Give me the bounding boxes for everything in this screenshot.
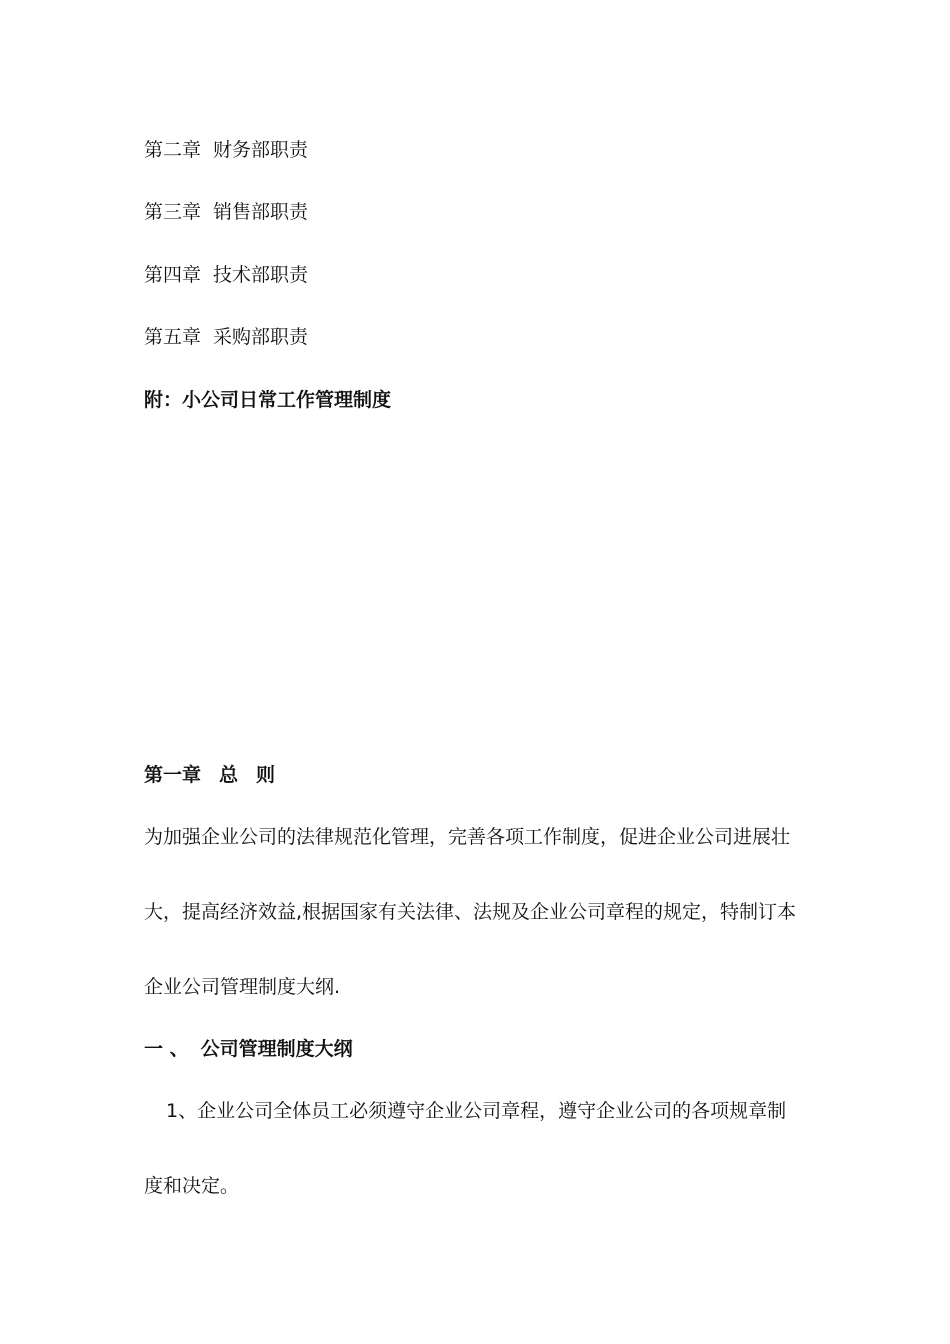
chapter-title-part: 总 bbox=[219, 764, 239, 786]
toc-chapter-number: 第四章 bbox=[144, 264, 202, 286]
section-title: 公司管理制度大纲 bbox=[200, 1038, 353, 1060]
toc-item bbox=[144, 137, 308, 163]
paragraph-line: 企业公司管理制度大纲. bbox=[144, 976, 341, 998]
toc-item bbox=[144, 262, 308, 288]
section-number: 一 、 bbox=[144, 1038, 189, 1060]
chapter-heading bbox=[144, 762, 275, 788]
paragraph-line: 大，提高经济效益,根据国家有关法律、法规及企业公司章程的规定，特制订本 bbox=[144, 901, 797, 923]
paragraph-line: 为加强企业公司的法律规范化管理，完善各项工作制度，促进企业公司进展壮 bbox=[144, 826, 791, 848]
toc-chapter-title: 技术部职责 bbox=[213, 264, 309, 286]
toc-chapter-number: 第二章 bbox=[144, 139, 202, 161]
list-item-line: 度和决定。 bbox=[144, 1175, 240, 1197]
toc-item bbox=[144, 324, 308, 350]
chapter-title-part: 则 bbox=[256, 764, 276, 786]
toc-chapter-number: 第三章 bbox=[144, 201, 202, 223]
toc-chapter-title: 销售部职责 bbox=[213, 201, 309, 223]
section-heading bbox=[144, 1036, 353, 1062]
list-item-line: 1、企业公司全体员工必须遵守企业公司章程，遵守企业公司的各项规章制 bbox=[166, 1100, 787, 1122]
toc-chapter-title: 采购部职责 bbox=[213, 326, 309, 348]
toc-chapter-number: 第五章 bbox=[144, 326, 202, 348]
toc-appendix: 附：小公司日常工作管理制度 bbox=[144, 389, 392, 411]
toc-item bbox=[144, 199, 308, 225]
toc-chapter-title: 财务部职责 bbox=[213, 139, 309, 161]
chapter-number: 第一章 bbox=[144, 764, 202, 786]
